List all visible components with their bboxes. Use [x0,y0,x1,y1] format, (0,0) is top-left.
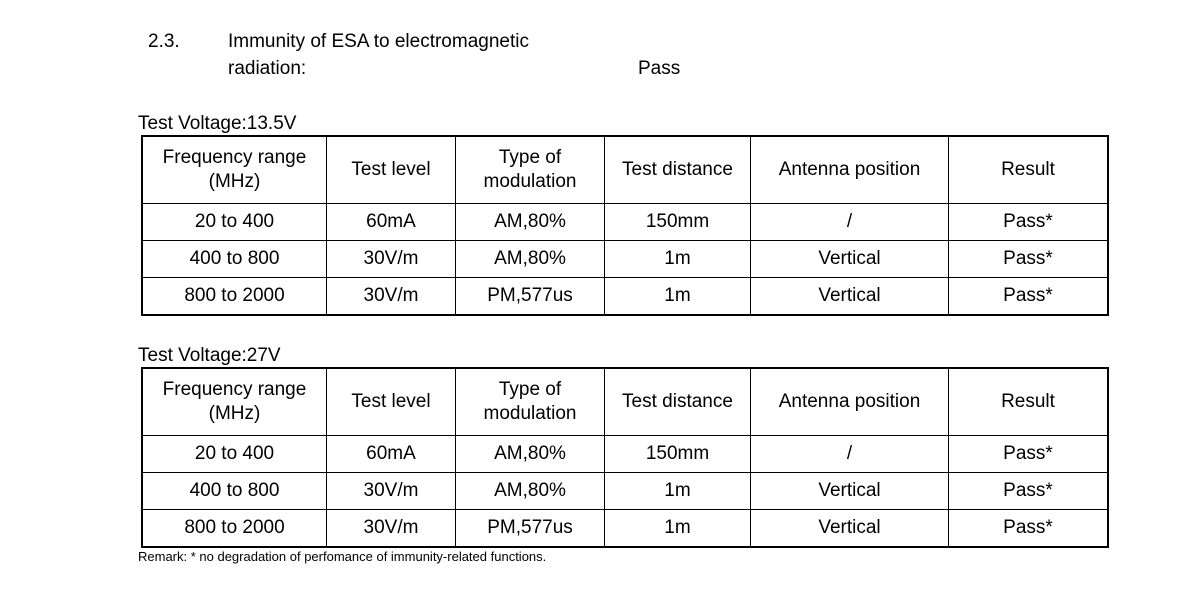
table-cell: Pass* [949,436,1109,473]
table-cell: 1m [605,473,751,510]
column-header: Test distance [605,136,751,204]
table-cell: 1m [605,278,751,316]
table-cell: Vertical [751,473,949,510]
table-row [142,204,1108,241]
table-cell: Vertical [751,510,949,548]
table-cell: AM,80% [456,436,605,473]
table-caption: Test Voltage:27V [138,345,281,366]
table-row [142,436,1108,473]
table-cell: 150mm [605,204,751,241]
table-row [142,510,1108,548]
column-header: Frequency range (MHz) [142,368,327,436]
remark: Remark: * no degradation of perfomance of immunity-related functions. [138,549,547,564]
immunity-table [141,367,1109,548]
table-cell: 30V/m [327,473,456,510]
table-caption: Test Voltage:13.5V [138,113,297,134]
table-cell: 30V/m [327,241,456,278]
table-cell: 60mA [327,436,456,473]
table-cell: / [751,436,949,473]
table-cell: 150mm [605,436,751,473]
table-cell: 20 to 400 [142,436,327,473]
table-cell: Pass* [949,204,1109,241]
table-cell: 800 to 2000 [142,278,327,316]
table-cell: PM,577us [456,278,605,316]
table-cell: Pass* [949,473,1109,510]
column-header: Type of modulation [456,368,605,436]
table-cell: / [751,204,949,241]
table-cell: Vertical [751,278,949,316]
table-cell: PM,577us [456,510,605,548]
table-cell: Pass* [949,241,1109,278]
table-cell: 400 to 800 [142,241,327,278]
table-cell: 1m [605,241,751,278]
table-header-row [142,136,1108,204]
table-cell: Pass* [949,278,1109,316]
table-cell: 60mA [327,204,456,241]
table-cell: 800 to 2000 [142,510,327,548]
column-header: Antenna position [751,136,949,204]
table-cell: AM,80% [456,204,605,241]
table-cell: AM,80% [456,241,605,278]
column-header: Antenna position [751,368,949,436]
column-header: Test level [327,368,456,436]
column-header: Test level [327,136,456,204]
table-row [142,473,1108,510]
table-cell: 30V/m [327,510,456,548]
column-header: Test distance [605,368,751,436]
table-cell: 30V/m [327,278,456,316]
section-number: 2.3. [148,31,180,52]
table-cell: Pass* [949,510,1109,548]
section-title-line2: radiation: [228,58,307,79]
section-verdict: Pass [638,58,681,79]
column-header: Result [949,136,1109,204]
section-title-line1: Immunity of ESA to electromagnetic [228,31,529,52]
table-cell: Vertical [751,241,949,278]
table-cell: 400 to 800 [142,473,327,510]
table-cell: AM,80% [456,473,605,510]
column-header: Result [949,368,1109,436]
table-cell: 20 to 400 [142,204,327,241]
table-row [142,278,1108,316]
column-header: Frequency range (MHz) [142,136,327,204]
table-row [142,241,1108,278]
immunity-table [141,135,1109,316]
table-cell: 1m [605,510,751,548]
column-header: Type of modulation [456,136,605,204]
table-header-row [142,368,1108,436]
